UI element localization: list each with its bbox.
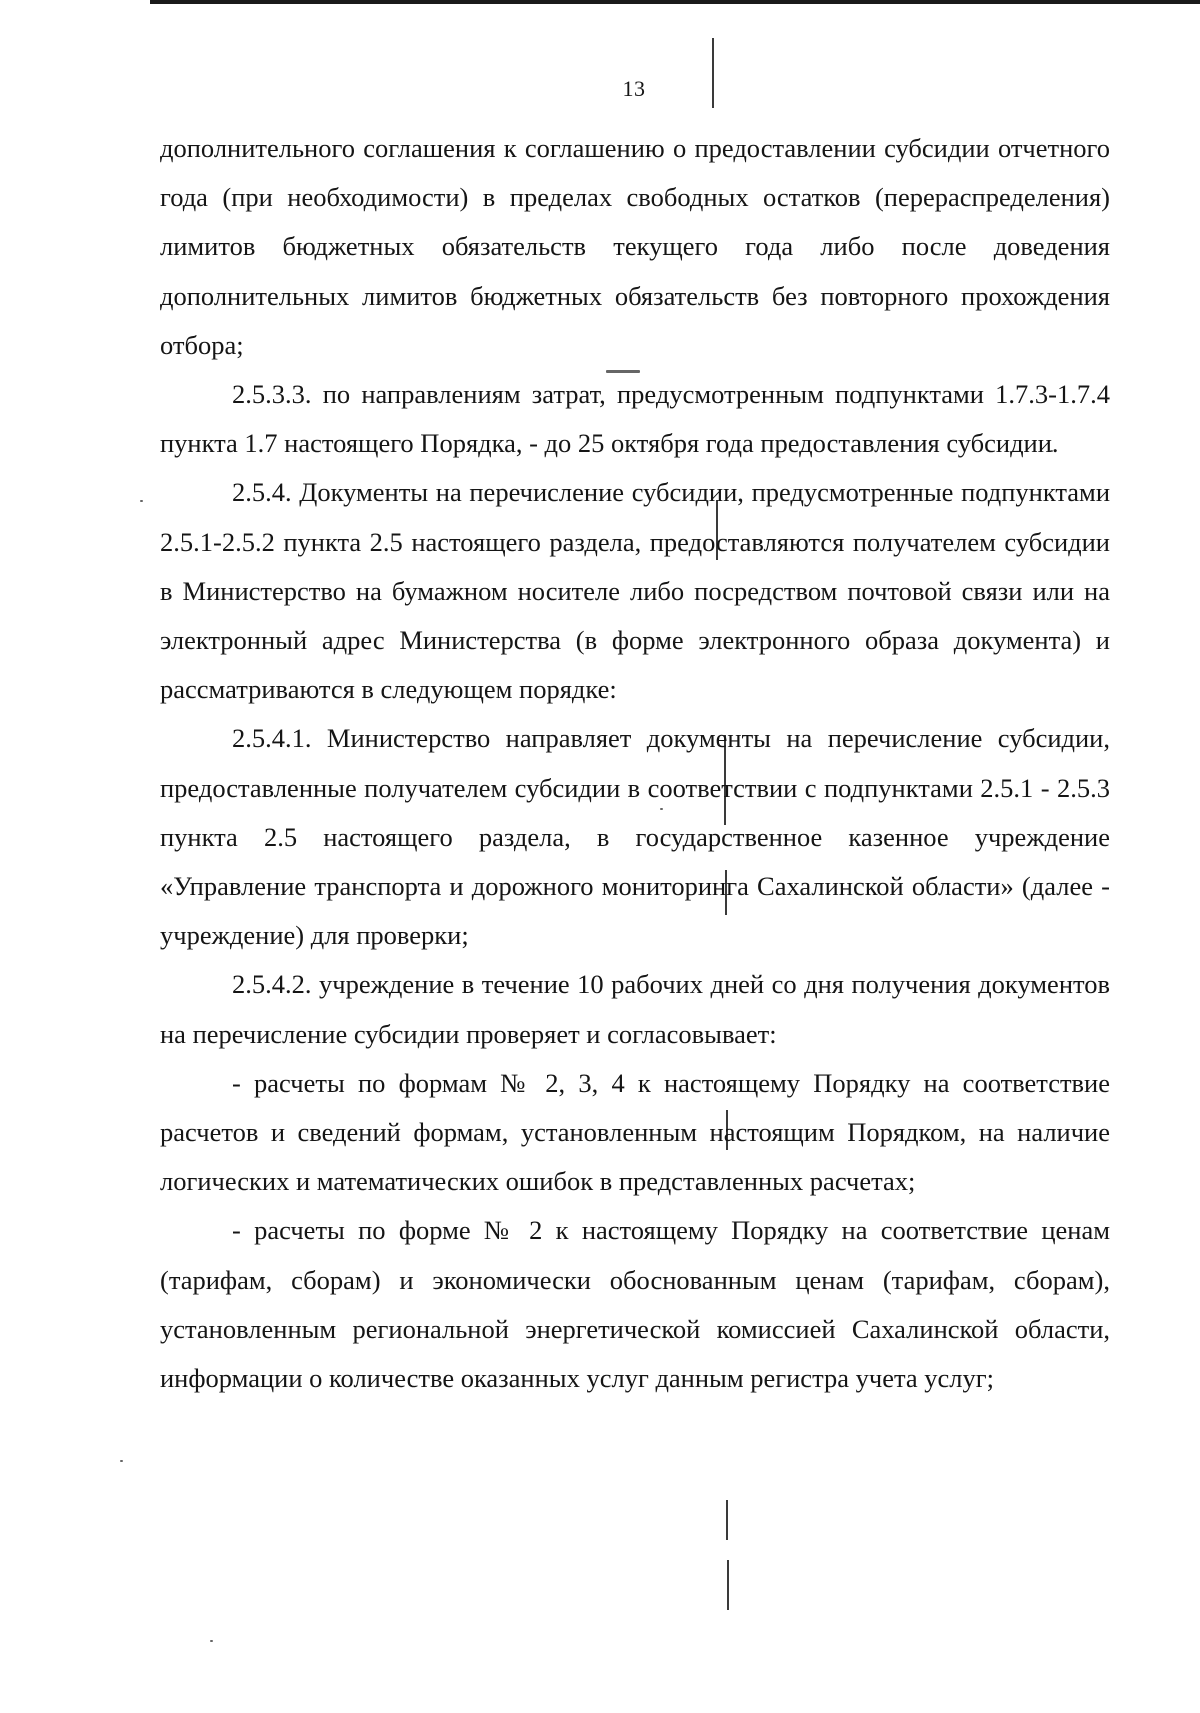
list-item-forms-2-3-4: - расчеты по формам № 2, 3, 4 к настоящему Порядку на соответствие расчетов и сведений формам, установленным настоящим Порядком, на наличие логических и математических ошибок в представленных расчетах;: [160, 1067, 1110, 1197]
list-item-form-2: - расчеты по форме № 2 к настоящему Порядку на соответствие ценам (тарифам, сборам) и экономически обоснованным ценам (тарифам, сборам), установленным региональной энергетической комиссией Сахалинской области, информации о количестве оказанных услуг данным регистра учета услуг;: [160, 1215, 1110, 1394]
top-border-line: [150, 0, 1200, 4]
scan-speck: [210, 1640, 213, 1642]
scan-artifact-line: [727, 1560, 729, 1610]
document-body: [160, 124, 1110, 1403]
paragraph-2-5-4: 2.5.4. Документы на перечисление субсидии, предусмотренные подпунктами 2.5.1-2.5.2 пункта 2.5 настоящего раздела, предоставляются получателем субсидии в Министерство на бумажном носителе либо посредством почтовой связи или на электронный адрес Министерства (в форме электронного образа документа) и рассматриваются в следующем порядке:: [160, 477, 1110, 705]
paragraph-continuation: дополнительного соглашения к соглашению о предоставлении субсидии отчетного года (при необходимости) в пределах свободных остатков (перераспределения) лимитов бюджетных обязательств текущего года либо после доведения дополнительных лимитов бюджетных обязательств без повторного прохождения отбора;: [160, 133, 1110, 360]
page-number: 13: [622, 76, 646, 101]
scan-artifact-line: [726, 1500, 728, 1540]
paragraph-2-5-3-3: 2.5.3.3. по направлениям затрат, предусмотренным подпунктами 1.7.3-1.7.4 пункта 1.7 настоящего Порядка, - до 25 октября года предоставления субсидии.: [160, 379, 1110, 459]
paragraph-2-5-4-2: 2.5.4.2. учреждение в течение 10 рабочих дней со дня получения документов на перечисление субсидии проверяет и согласовывает:: [160, 969, 1110, 1049]
scan-speck: [120, 1460, 123, 1462]
paragraph-2-5-4-1: 2.5.4.1. Министерство направляет документы на перечисление субсидии, предоставленные получателем субсидии в соответствии с подпунктами 2.5.1 - 2.5.3 пункта 2.5 настоящего раздела, в государственное казенное учреждение «Управление транспорта и дорожного мониторинга Сахалинской области» (далее - учреждение) для проверки;: [160, 723, 1110, 951]
scan-speck: [140, 500, 143, 502]
